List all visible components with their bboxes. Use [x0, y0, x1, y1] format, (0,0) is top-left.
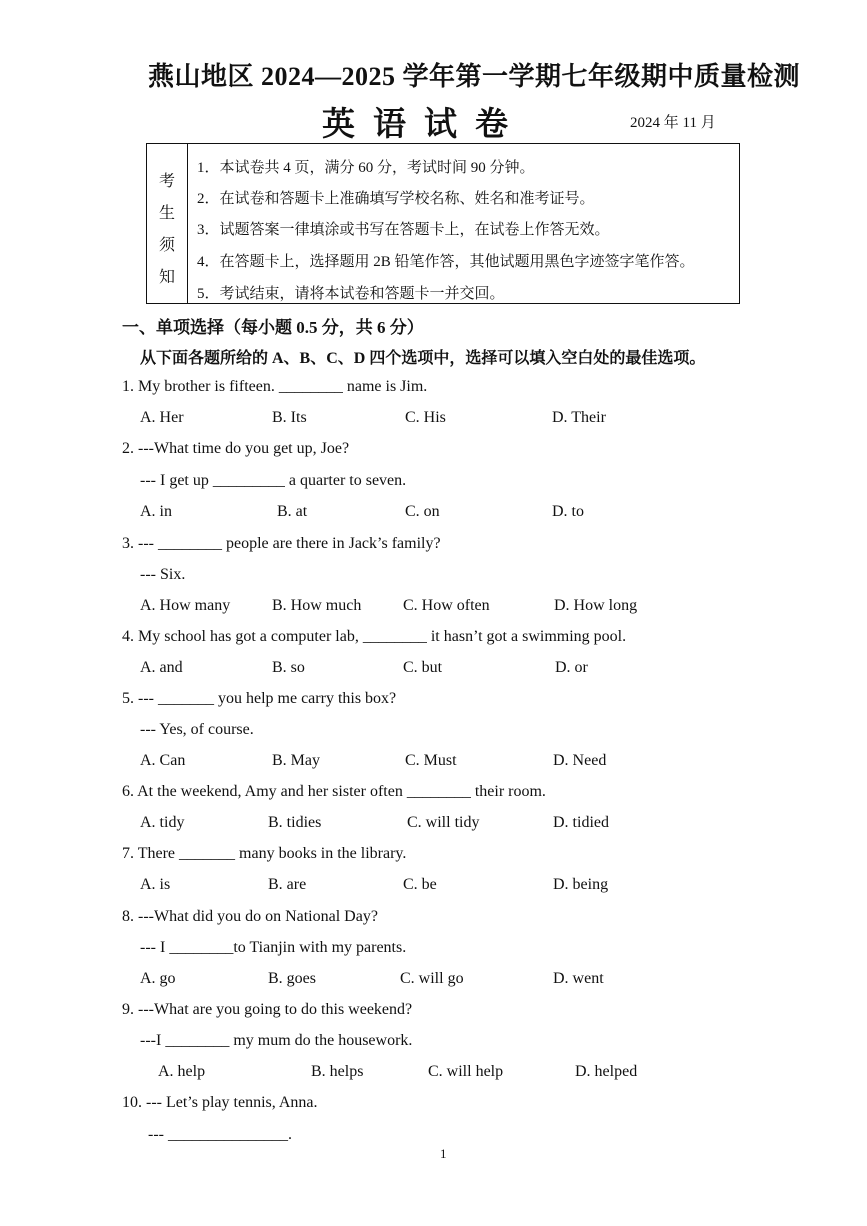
question-line: --- I get up _________ a quarter to seven. [140, 472, 407, 489]
option-d: D. to [552, 503, 584, 520]
option-b: B. so [272, 659, 305, 676]
question-line: --- _______________. [148, 1126, 292, 1143]
option-d: D. or [555, 659, 588, 676]
option-d: D. Need [553, 752, 607, 769]
option-a: A. tidy [140, 814, 185, 831]
option-b: B. tidies [268, 814, 322, 831]
option-b: B. Its [272, 409, 307, 426]
question-line: ---I ________ my mum do the housework. [140, 1032, 413, 1049]
option-d: D. Their [552, 409, 606, 426]
section-instruction: 从下面各题所给的 A、B、C、D 四个选项中，选择可以填入空白处的最佳选项。 [140, 350, 706, 367]
option-c: C. will tidy [407, 814, 480, 831]
option-a: A. How many [140, 597, 231, 614]
option-c: C. on [405, 503, 440, 520]
option-b: B. are [268, 876, 307, 893]
option-a: A. in [140, 503, 172, 520]
section-title: 一、单项选择（每小题 0.5 分，共 6 分） [122, 318, 424, 337]
question-line: --- I ________to Tianjin with my parents. [140, 939, 407, 956]
instructions-label-char: 考 [159, 173, 176, 190]
option-a: A. help [158, 1063, 206, 1080]
option-c: C. How often [403, 597, 490, 614]
instructions-label-char: 生 [159, 205, 176, 222]
exam-title: 燕山地区 2024—2025 学年第一学期七年级期中质量检测 [148, 62, 801, 91]
option-d: D. How long [554, 597, 638, 614]
option-c: C. but [403, 659, 443, 676]
question-stem: 8. ---What did you do on National Day? [122, 908, 378, 925]
question-stem: 1. My brother is fifteen. ________ name is Jim. [122, 378, 428, 395]
question-stem: 6. At the weekend, Amy and her sister often ________ their room. [122, 783, 546, 800]
question-line: --- Six. [140, 566, 186, 583]
page-number: 1 [440, 1146, 447, 1161]
option-a: A. go [140, 970, 176, 987]
instruction-item: 3．试题答案一律填涂或书写在答题卡上，在试卷上作答无效。 [197, 222, 610, 238]
question-stem: 4. My school has got a computer lab, ________ it hasn’t got a swimming pool. [122, 628, 627, 645]
option-c: C. be [403, 876, 437, 893]
instructions-label [147, 144, 188, 303]
subject-title: 英语试卷 [322, 107, 526, 143]
question-stem: 2. ---What time do you get up, Joe? [122, 440, 350, 457]
exam-date: 2024 年 11 月 [630, 115, 716, 131]
instructions-box [146, 143, 740, 304]
option-b: B. helps [311, 1063, 364, 1080]
instruction-item: 1．本试卷共 4 页，满分 60 分，考试时间 90 分钟。 [197, 160, 535, 176]
question-stem: 7. There _______ many books in the library. [122, 845, 407, 862]
option-a: A. is [140, 876, 171, 893]
option-c: C. will help [428, 1063, 504, 1080]
option-c: C. will go [400, 970, 464, 987]
option-c: C. Must [405, 752, 457, 769]
question-stem: 5. --- _______ you help me carry this box? [122, 690, 397, 707]
question-line: --- Yes, of course. [140, 721, 254, 738]
option-a: A. Can [140, 752, 186, 769]
option-b: B. How much [272, 597, 362, 614]
option-d: D. tidied [553, 814, 609, 831]
question-stem: 3. --- ________ people are there in Jack’s family? [122, 535, 441, 552]
question-stem: 9. ---What are you going to do this weekend? [122, 1001, 413, 1018]
option-a: A. Her [140, 409, 184, 426]
option-d: D. helped [575, 1063, 638, 1080]
option-b: B. at [277, 503, 308, 520]
instruction-item: 4．在答题卡上，选择题用 2B 铅笔作答，其他试题用黑色字迹签字笔作答。 [197, 254, 695, 270]
instructions-label-char: 知 [159, 269, 176, 286]
option-d: D. went [553, 970, 604, 987]
question-stem: 10. --- Let’s play tennis, Anna. [122, 1094, 318, 1111]
option-b: B. May [272, 752, 320, 769]
instruction-item: 2．在试卷和答题卡上准确填写学校名称、姓名和准考证号。 [197, 191, 595, 207]
option-a: A. and [140, 659, 183, 676]
instructions-label-char: 须 [159, 237, 176, 254]
instruction-item: 5．考试结束，请将本试卷和答题卡一并交回。 [197, 286, 505, 302]
option-c: C. His [405, 409, 446, 426]
option-d: D. being [553, 876, 609, 893]
option-b: B. goes [268, 970, 316, 987]
